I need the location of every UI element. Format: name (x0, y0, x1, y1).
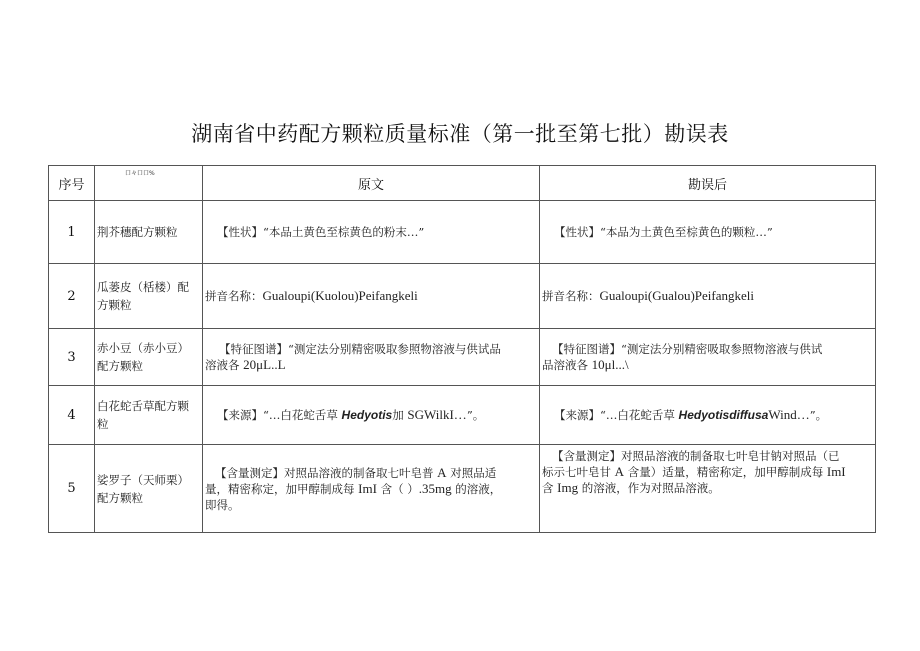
row-item-name-line: 配方颗粒 (97, 490, 143, 505)
header-original-text: 原文 (203, 166, 540, 201)
header-item-name (95, 166, 203, 201)
row-number: 4 (49, 386, 95, 445)
original-text-fragment: A (437, 464, 447, 480)
row-item-name (95, 386, 203, 445)
corrected-text-fragment: 的溶液，作为对照品溶液。 (581, 481, 720, 495)
row-original-text (203, 386, 540, 445)
corrected-text-line (542, 480, 873, 496)
corrected-text-value: 10μl...\ (591, 357, 629, 372)
row-item-name: 荆芥穗配方颗粒 (95, 201, 203, 264)
corrected-latin-italic: Hedyotisdiffusa (678, 408, 769, 422)
row-corrected-text (540, 329, 876, 386)
table-row (49, 201, 876, 264)
original-text-fragment: 含（ ） (380, 481, 419, 496)
original-latin-author: SGWilkI… (407, 407, 467, 422)
row-number: 2 (49, 264, 95, 329)
original-text-line (205, 465, 537, 481)
header-corrected-text: 勘误后 (540, 166, 876, 201)
row-original-text (203, 264, 540, 329)
original-text-fragment: ImI (358, 480, 377, 496)
row-number: 5 (49, 445, 95, 533)
corrected-source-suffix: ”。 (809, 408, 828, 422)
row-item-name-line: 瓜蒌皮（栝楼）配 (97, 280, 189, 294)
table-header-row (49, 166, 876, 201)
row-item-name (95, 264, 203, 329)
row-corrected-text: 【性状】“本品为土黄色至棕黄色的颗粒…” (540, 201, 876, 264)
row-item-name-line: 娑罗子（天师栗） (97, 472, 189, 487)
corrected-pinyin-prefix: 拼音名称： (542, 289, 600, 303)
corrected-pinyin-value: Gualoupi(Gualou)Peifangkeli (599, 288, 755, 303)
corrected-text-line (542, 357, 873, 373)
row-corrected-text (540, 386, 876, 445)
corrected-source-prefix: 【来源】“…白花蛇舌草 (554, 408, 675, 422)
original-source-prefix: 【来源】“…白花蛇舌草 (217, 408, 338, 422)
header-serial-number: 序号 (49, 166, 95, 201)
original-pinyin-prefix: 拼音名称： (205, 289, 263, 303)
corrected-text-fragment: Img (557, 480, 579, 495)
original-text-line (205, 357, 537, 373)
original-text-value: 20μL..L (243, 357, 286, 372)
row-original-text (203, 445, 540, 533)
original-source-mid: 加 (392, 408, 404, 422)
corrected-latin-author: Wind… (768, 407, 810, 422)
table-row (49, 445, 876, 533)
row-number: 1 (49, 201, 95, 264)
row-original-text: 【性状】“本品土黄色至棕黄色的粉末…” (203, 201, 540, 264)
corrected-text-line (542, 464, 873, 480)
row-corrected-text (540, 264, 876, 329)
original-text-fragment: 对照品适 (450, 465, 497, 480)
original-text-fragment: 的溶液， (455, 481, 502, 496)
corrected-text-fragment: A (614, 464, 625, 479)
row-item-name-line: 赤小豆（赤小豆） (97, 341, 189, 355)
row-item-name (95, 329, 203, 386)
row-item-name-line: 配方颗粒 (97, 359, 143, 373)
corrected-text-fragment: ImI (826, 464, 846, 479)
corrected-text-fragment: 含量）适量，精密称定，加甲醇制成每 (627, 465, 824, 479)
corrected-text-line: 【特征图谱】“测定法分别精密吸取参照物溶液与供试 (552, 342, 823, 356)
document-title: 湖南省中药配方颗粒质量标准（第一批至第七批）勘误表 (191, 122, 729, 146)
corrected-text-fragment: 标示七叶皂甘 (542, 465, 611, 479)
row-item-name-line: 方颗粒 (97, 298, 132, 312)
row-original-text (203, 329, 540, 386)
original-text-line (205, 481, 537, 497)
original-latin-italic: Hedyotis (341, 408, 393, 422)
original-text-line: 即得。 (205, 497, 240, 512)
table-row (49, 386, 876, 445)
original-pinyin-value: Gualoupi(Kuolou)Peifangkeli (262, 288, 418, 303)
header-item-tiny-label: 口々口口% (125, 170, 155, 177)
table-row (49, 329, 876, 386)
corrected-text-line: 【含量测定】对照品溶液的制备取七叶皂甘钠对照品（已 (552, 449, 840, 463)
original-text-prefix: 溶液各 (205, 358, 240, 372)
row-corrected-text (540, 445, 876, 533)
original-text-fragment: 【含量测定】对照品溶液的制备取七叶皂普 (215, 465, 434, 480)
table-row (49, 264, 876, 329)
row-item-name-line: 白花蛇舌草配方颗 (97, 399, 189, 413)
row-item-name (95, 445, 203, 533)
original-text-fragment: .35mg (418, 480, 452, 496)
corrected-text-fragment: 含 (542, 481, 554, 495)
corrected-text-prefix: 品溶液各 (542, 358, 588, 372)
original-source-suffix: ”。 (466, 408, 485, 422)
original-text-fragment: 量，精密称定，加甲醇制成每 (205, 481, 355, 496)
errata-table (48, 165, 876, 533)
original-text-line: 【特征图谱】“测定法分别精密吸取参照物溶液与供试品 (219, 342, 501, 356)
row-number: 3 (49, 329, 95, 386)
row-item-name-line: 粒 (97, 417, 109, 431)
